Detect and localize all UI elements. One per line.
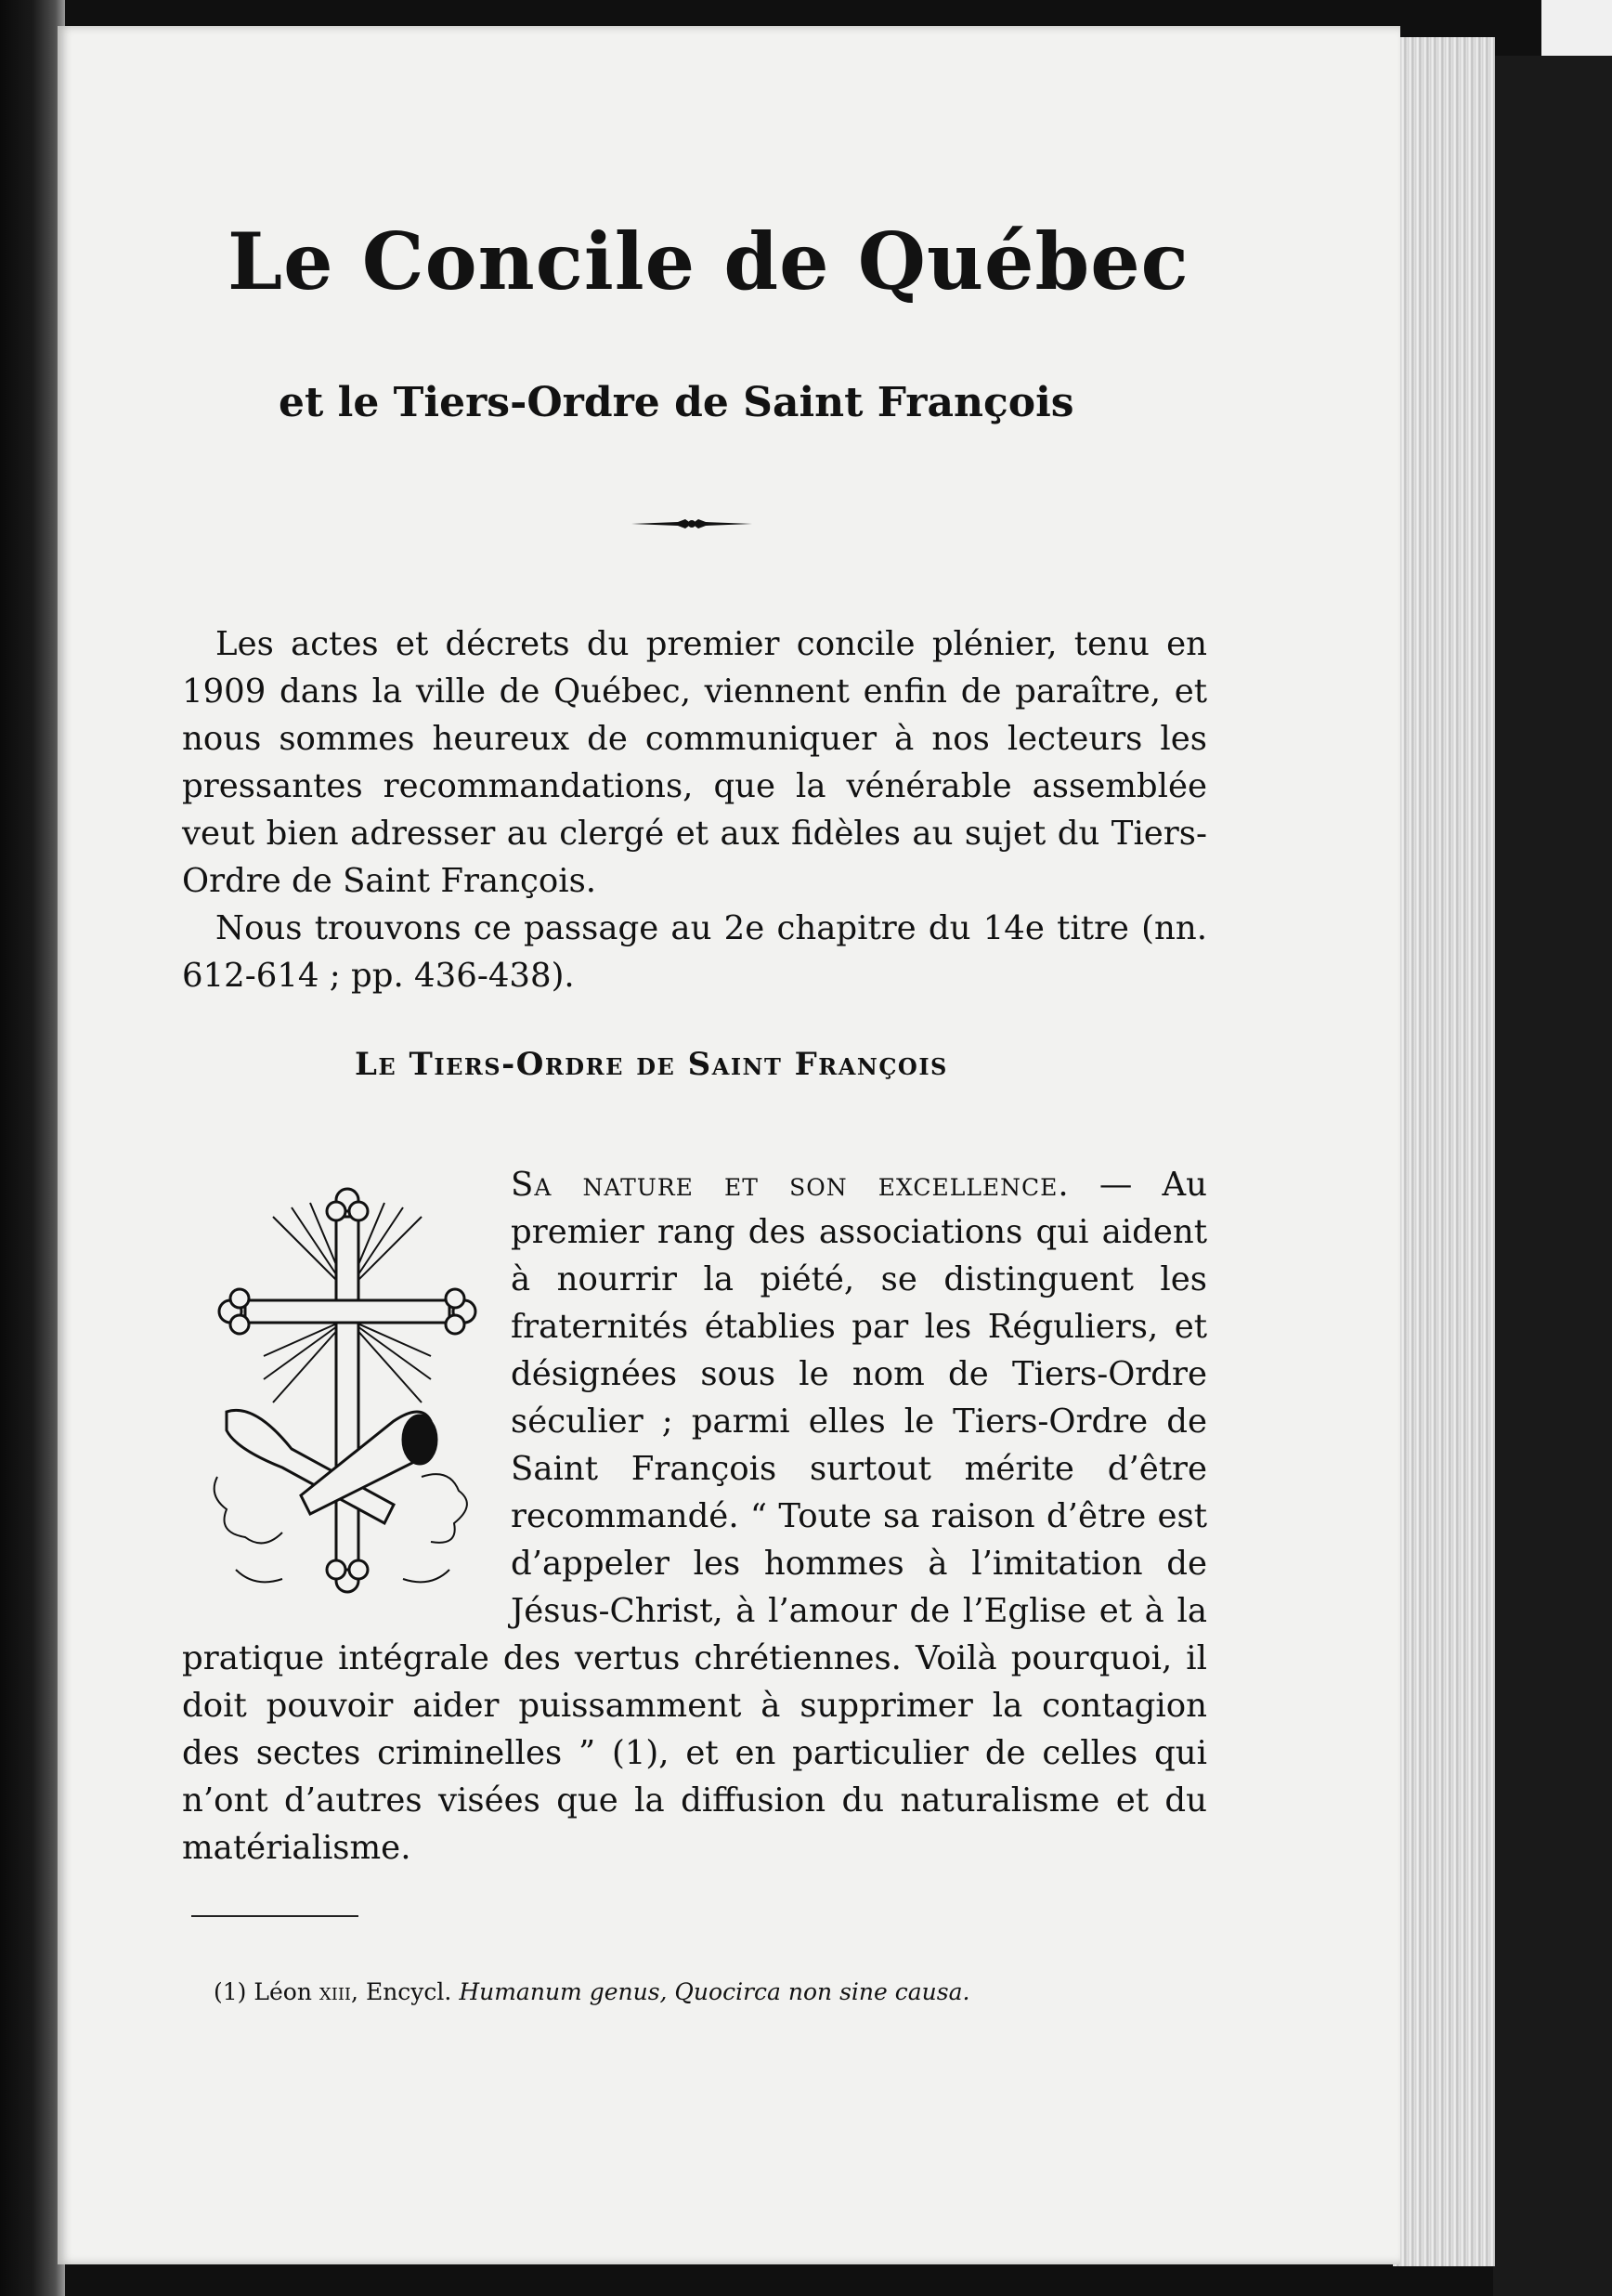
section-lead: Sa nature et son excellence. <box>511 1166 1070 1204</box>
page-title: Le Concile de Québec <box>228 215 1190 307</box>
section-heading: Le Tiers-Ordre de Saint François <box>355 1046 948 1083</box>
footnote-rule <box>191 1915 358 1917</box>
intro-paragraph: Les actes et décrets du premier concile plénier, tenu en 1909 dans la ville de Québec, viennent enfin de paraître, et nous sommes heureux de communiquer à nos lecteurs les pressantes recommandations, que la vénérable assemblée veut bien adresser au clergé et aux fidèles au sujet du Tiers-Ordre de Saint François. <box>182 625 1207 900</box>
ornament-divider-icon <box>631 516 752 531</box>
page-stack <box>1393 37 1495 2266</box>
franciscan-cross-emblem-icon <box>208 1180 487 1607</box>
footnote <box>214 1978 1235 2005</box>
reference-paragraph: Nous trouvons ce passage au 2e chapitre du 14e titre (nn. 612-614 ; pp. 436-438). <box>182 909 1207 995</box>
footnote-work: Humanum genus, Quocirca non sine causa. <box>459 1978 970 2005</box>
section-body-text: — Au premier rang des associations qui aident à nourrir la piété, se distinguent les fraternités établies par les Réguliers, et désignées sous le nom de Tiers-Ordre séculier ; parmi elles le Tiers-Ordre de Saint François surtout mérite d’être recommandé. “ Toute sa raison d’être est d’appeler les hommes à l’imitation de Jésus-Christ, à l’amour de l’Eglise et à la pratique intégrale des vertus chrétiennes. Voilà pourquoi, il doit pouvoir aider puissamment à supprimer la contagion des sectes criminelles ” (1), et en particulier de celles qui n’ont d’autres visées que la diffusion du naturalisme et du matérialisme. <box>182 1166 1207 1867</box>
book-page <box>58 26 1400 2264</box>
footnote-text: , Encycl. <box>351 1978 452 2005</box>
book-spine-shadow <box>0 0 65 2296</box>
page-subtitle: et le Tiers-Ordre de Saint François <box>279 379 1074 426</box>
footnote-author: Léon <box>254 1978 312 2005</box>
footnote-marker: (1) <box>214 1978 247 2005</box>
footnote-numeral: xiii <box>318 1978 352 2005</box>
page-stack-shadow <box>1493 56 1612 2296</box>
